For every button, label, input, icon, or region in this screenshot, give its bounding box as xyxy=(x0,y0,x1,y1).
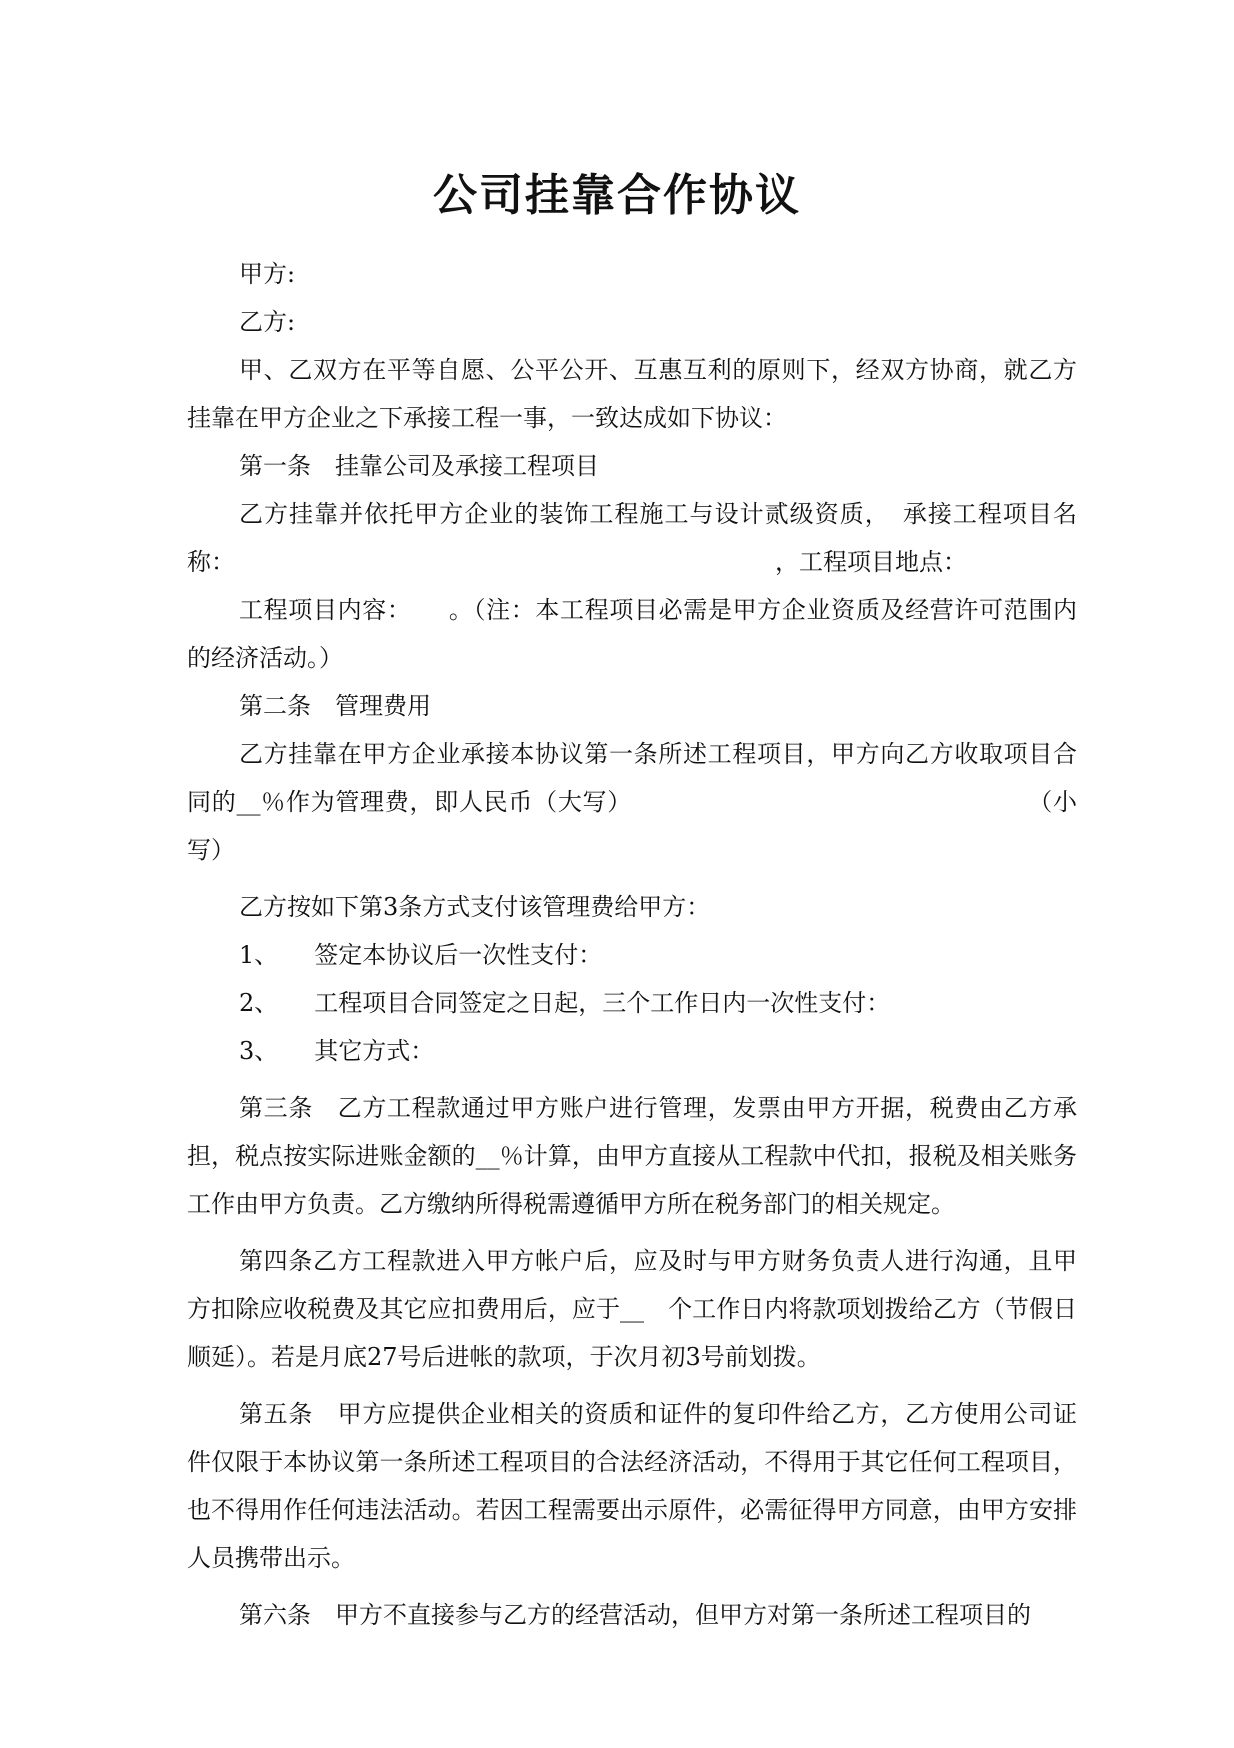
article-4-paragraph: 第四条乙方工程款进入甲方帐户后，应及时与甲方财务负责人进行沟通，且甲方扣除应收税费及其它应扣费用后，应于__ 个工作日内将款项划拨给乙方（节假日顺延）。若是月底27号后进帐的款项，于次月初3号前划拨。 xyxy=(187,1247,1077,1371)
document-body xyxy=(187,250,1077,1639)
payment-option-2: 2、 工程项目合同签定之日起，三个工作日内一次性支付： xyxy=(239,989,891,1017)
article-5-paragraph: 第五条 甲方应提供企业相关的资质和证件的复印件给乙方，乙方使用公司证件仅限于本协议第一条所述工程项目的合法经济活动，不得用于其它任何工程项目，也不得用作任何违法活动。若因工程需要出示原件，必需征得甲方同意，由甲方安排人员携带出示。 xyxy=(187,1400,1077,1572)
article-2-management-fee: 乙方挂靠在甲方企业承接本协议第一条所述工程项目，甲方向乙方收取项目合同的__％作为管理费，即人民币（大写） （小写） xyxy=(187,740,1077,864)
payment-method-intro: 乙方按如下第3条方式支付该管理费给甲方： xyxy=(239,893,711,921)
party-a-line: 甲方: xyxy=(239,260,296,288)
article-3-paragraph: 第三条 乙方工程款通过甲方账户进行管理，发票由甲方开据，税费由乙方承担，税点按实际进账金额的__％计算，由甲方直接从工程款中代扣，报税及相关账务工作由甲方负责。乙方缴纳所得税需遵循甲方所在税务部门的相关规定。 xyxy=(187,1094,1077,1218)
payment-option-1: 1、 签定本协议后一次性支付： xyxy=(239,941,603,969)
article-1-project-content: 工程项目内容： 。（注：本工程项目必需是甲方企业资质及经营许可范围内的经济活动。） xyxy=(187,596,1077,672)
party-b-line: 乙方: xyxy=(239,308,296,336)
preamble-paragraph: 甲、乙双方在平等自愿、公平公开、互惠互利的原则下，经双方协商，就乙方挂靠在甲方企业之下承接工程一事，一致达成如下协议： xyxy=(187,356,1077,432)
article-1-project-name: 乙方挂靠并依托甲方企业的装饰工程施工与设计贰级资质， 承接工程项目名称： ，工程项目地点： xyxy=(187,500,1077,576)
document-title: 公司挂靠合作协议 xyxy=(433,170,801,221)
article-1-heading: 第一条 挂靠公司及承接工程项目 xyxy=(239,452,599,480)
article-2-heading: 第二条 管理费用 xyxy=(239,692,431,720)
article-6-paragraph: 第六条 甲方不直接参与乙方的经营活动，但甲方对第一条所述工程项目的 xyxy=(239,1601,1031,1629)
payment-option-3: 3、 其它方式： xyxy=(239,1037,435,1065)
